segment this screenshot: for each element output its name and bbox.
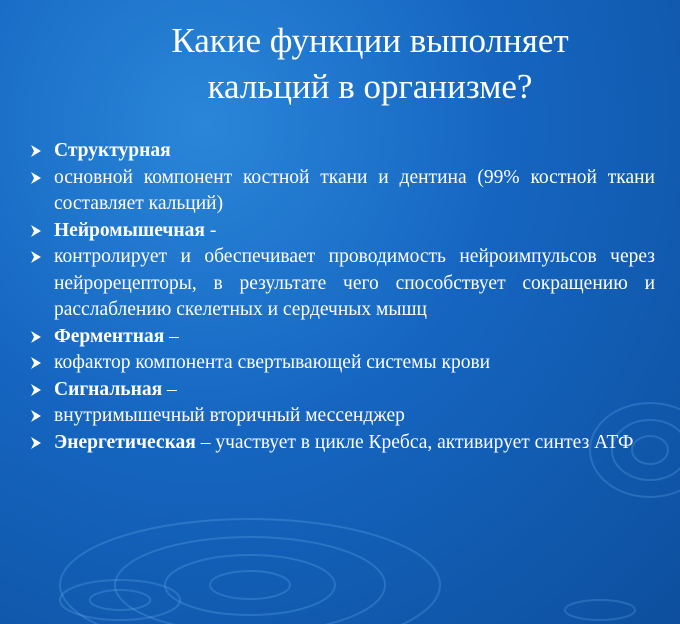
item-text: – — [164, 325, 179, 347]
list-item — [30, 218, 655, 245]
item-text: – участвует в цикле Кребса, активирует синтез АТФ — [195, 431, 634, 453]
item-term: Нейромышечная — [54, 219, 205, 241]
arrowhead-bullet-icon — [30, 410, 42, 422]
item-term: Ферментная — [54, 325, 165, 347]
list-item — [30, 403, 655, 430]
arrowhead-bullet-icon — [30, 437, 42, 449]
arrowhead-bullet-icon — [30, 145, 42, 157]
arrowhead-bullet-icon — [30, 251, 42, 263]
list-item — [30, 430, 655, 457]
item-text: внутримышечный вторичный мессенджер — [54, 405, 405, 426]
arrowhead-bullet-icon — [30, 384, 42, 396]
item-term: Энергетическая — [54, 431, 196, 453]
title-line-2: кальций в организме? — [207, 67, 533, 106]
list-item — [30, 165, 655, 218]
slide-title — [110, 18, 630, 110]
item-text: основной компонент костной ткани и дентина (99% костной ткани составляет кальций) — [54, 166, 655, 214]
list-item — [30, 138, 655, 165]
arrowhead-bullet-icon — [30, 172, 42, 184]
list-item — [30, 377, 655, 404]
item-text: - — [204, 219, 217, 241]
item-text: контролирует и обеспечивает проводимость нейроимпульсов через нейрорецепторы, в результате чего способствует сокращению и расслаблению скелетных и сердечных мышц — [54, 246, 655, 320]
arrowhead-bullet-icon — [30, 225, 42, 237]
list-item — [30, 244, 655, 324]
list-item — [30, 324, 655, 351]
function-list — [30, 138, 655, 456]
item-term: Сигнальная — [54, 378, 163, 400]
list-item — [30, 350, 655, 377]
item-text: кофактор компонента свертывающей системы крови — [54, 352, 491, 373]
arrowhead-bullet-icon — [30, 331, 42, 343]
title-line-1: Какие функции выполняет — [171, 21, 569, 60]
item-text: – — [162, 378, 177, 400]
arrowhead-bullet-icon — [30, 357, 42, 369]
item-term: Структурная — [54, 140, 171, 161]
